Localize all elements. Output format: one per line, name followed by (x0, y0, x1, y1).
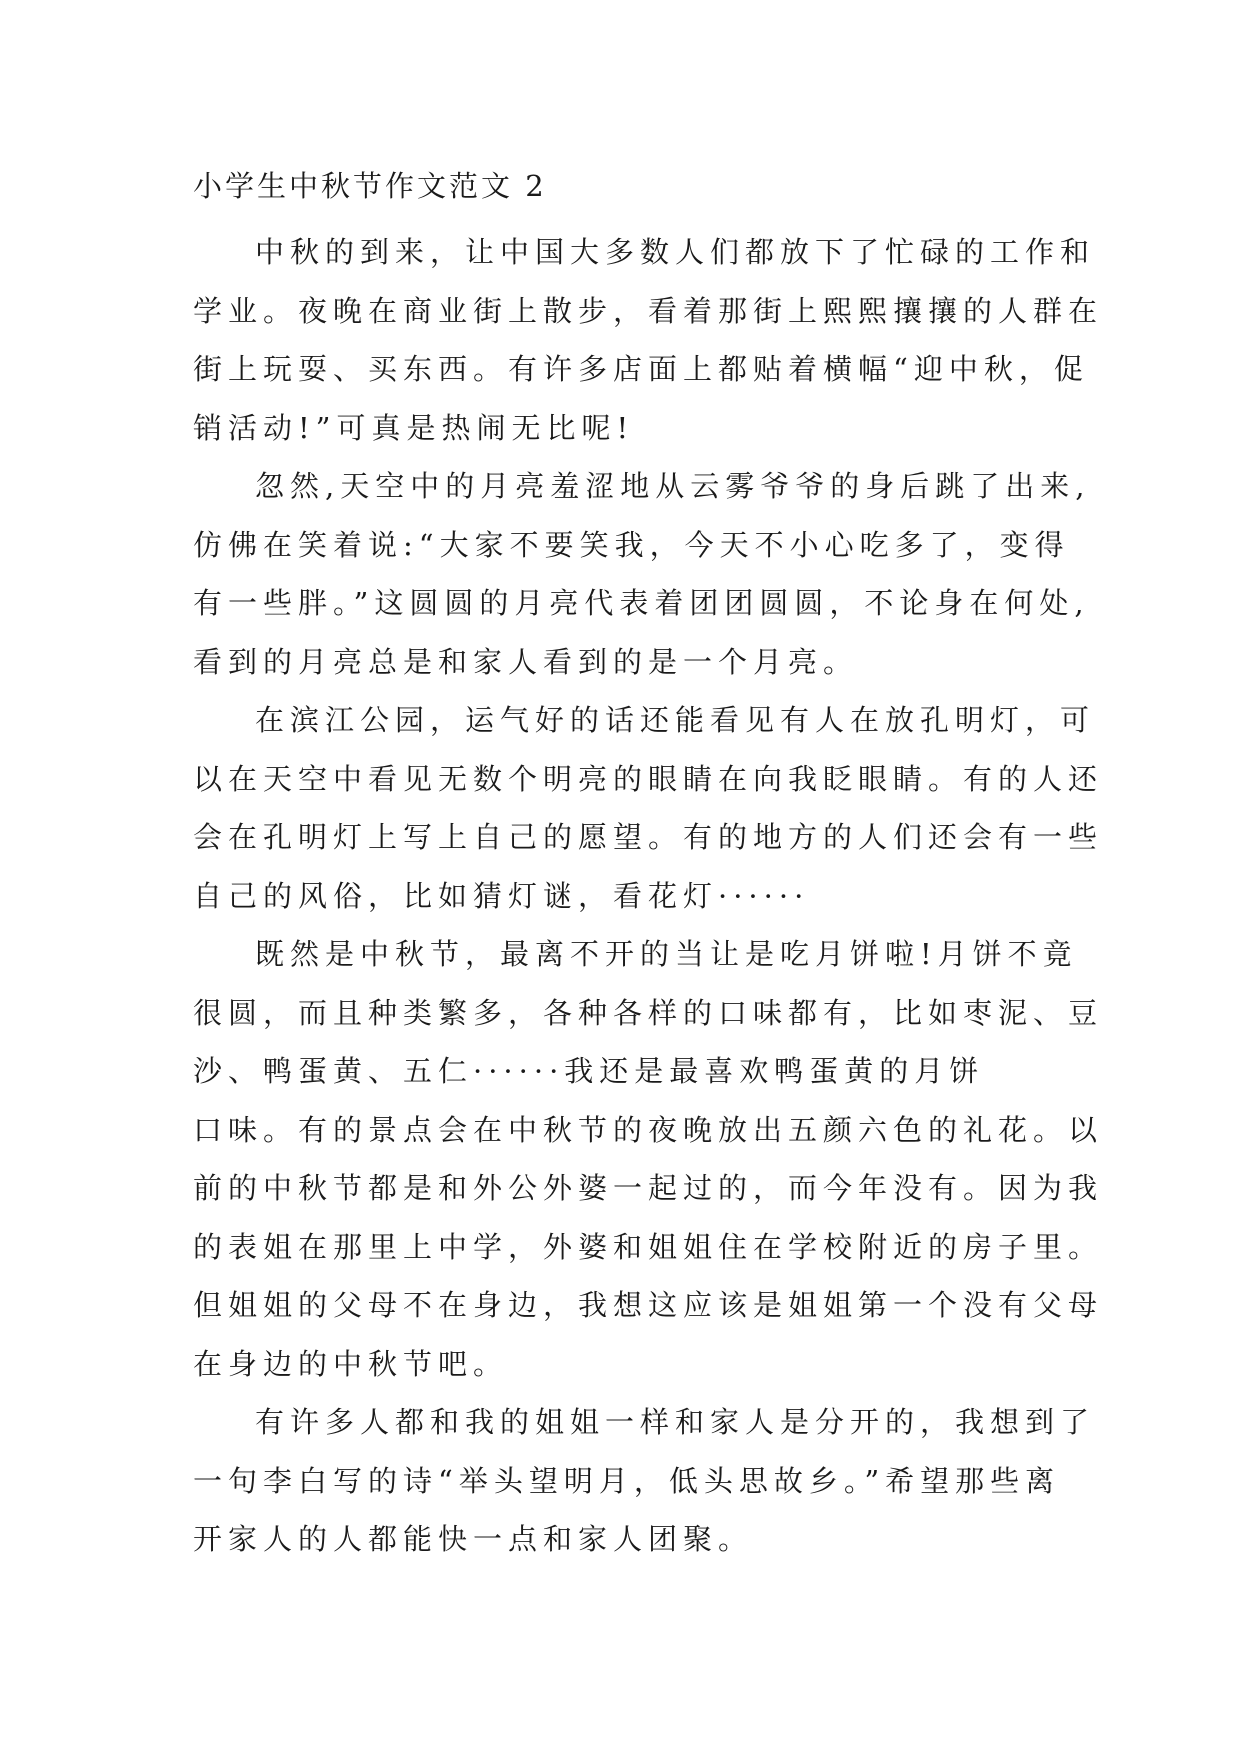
paragraph-line: 会在孔明灯上写上自己的愿望。有的地方的人们还会有一些 (193, 820, 1104, 854)
paragraph-line: 的表姐在那里上中学，外婆和姐姐住在学校附近的房子里。 (193, 1229, 1104, 1264)
paragraph-line: 销活动!”可真是热闹无比呢! (193, 410, 635, 445)
paragraph-line: 街上玩耍、买东西。有许多店面上都贴着横幅“迎中秋，促 (193, 352, 1089, 386)
paragraph-line: 在滨江公园，运气好的话还能看见有人在放孔明灯，可 (255, 703, 1096, 737)
paragraph-line: 很圆，而且种类繁多，各种各样的口味都有，比如枣泥、豆 (193, 995, 1104, 1030)
paragraph-line: 仿佛在笑着说:“大家不要笑我，今天不小心吃多了，变得 (193, 527, 1070, 562)
paragraph-line: 学业。夜晚在商业街上散步，看着那街上熙熙攘攘的人群在 (193, 293, 1104, 328)
paragraph-line: 口味。有的景点会在中秋节的夜晚放出五颜六色的礼花。以 (193, 1112, 1104, 1147)
paragraph-line: 有一些胖。”这圆圆的月亮代表着团团圆圆，不论身在何处, (193, 586, 1090, 620)
paragraph-2 (193, 457, 1091, 691)
document-title: 小学生中秋节作文范文 2 (193, 169, 547, 203)
paragraph-line: 开家人的人都能快一点和家人团聚。 (193, 1522, 754, 1556)
paragraph-line: 看到的月亮总是和家人看到的是一个月亮。 (193, 644, 859, 679)
document-page (193, 166, 1104, 1569)
paragraph-line: 但姐姐的父母不在身边，我想这应该是姐姐第一个没有父母 (193, 1288, 1104, 1322)
paragraph-4 (193, 925, 1104, 1393)
paragraph-line: 一句李白写的诗“举头望明月，低头思故乡。”希望那些离 (193, 1463, 1061, 1498)
paragraph-5 (193, 1393, 1096, 1569)
paragraph-line: 前的中秋节都是和外公外婆一起过的，而今年没有。因为我 (193, 1171, 1104, 1205)
paragraph-line: 在身边的中秋节吧。 (193, 1346, 509, 1381)
paragraph-1 (193, 223, 1104, 457)
paragraph-line: 忽然,天空中的月亮羞涩地从云雾爷爷的身后跳了出来, (255, 469, 1091, 503)
paragraph-line: 以在天空中看见无数个明亮的眼睛在向我眨眼睛。有的人还 (193, 761, 1104, 796)
paragraph-line: 自己的风俗，比如猜灯谜，看花灯······ (193, 878, 810, 913)
paragraph-line: 中秋的到来，让中国大多数人们都放下了忙碌的工作和 (255, 235, 1096, 269)
paragraph-line: 沙、鸭蛋黄、五仁······我还是最喜欢鸭蛋黄的月饼 (193, 1054, 985, 1088)
paragraph-3 (193, 691, 1104, 925)
paragraph-line: 有许多人都和我的姐姐一样和家人是分开的，我想到了 (255, 1405, 1096, 1439)
paragraph-line: 既然是中秋节，最离不开的当让是吃月饼啦!月饼不竟 (255, 937, 1078, 971)
